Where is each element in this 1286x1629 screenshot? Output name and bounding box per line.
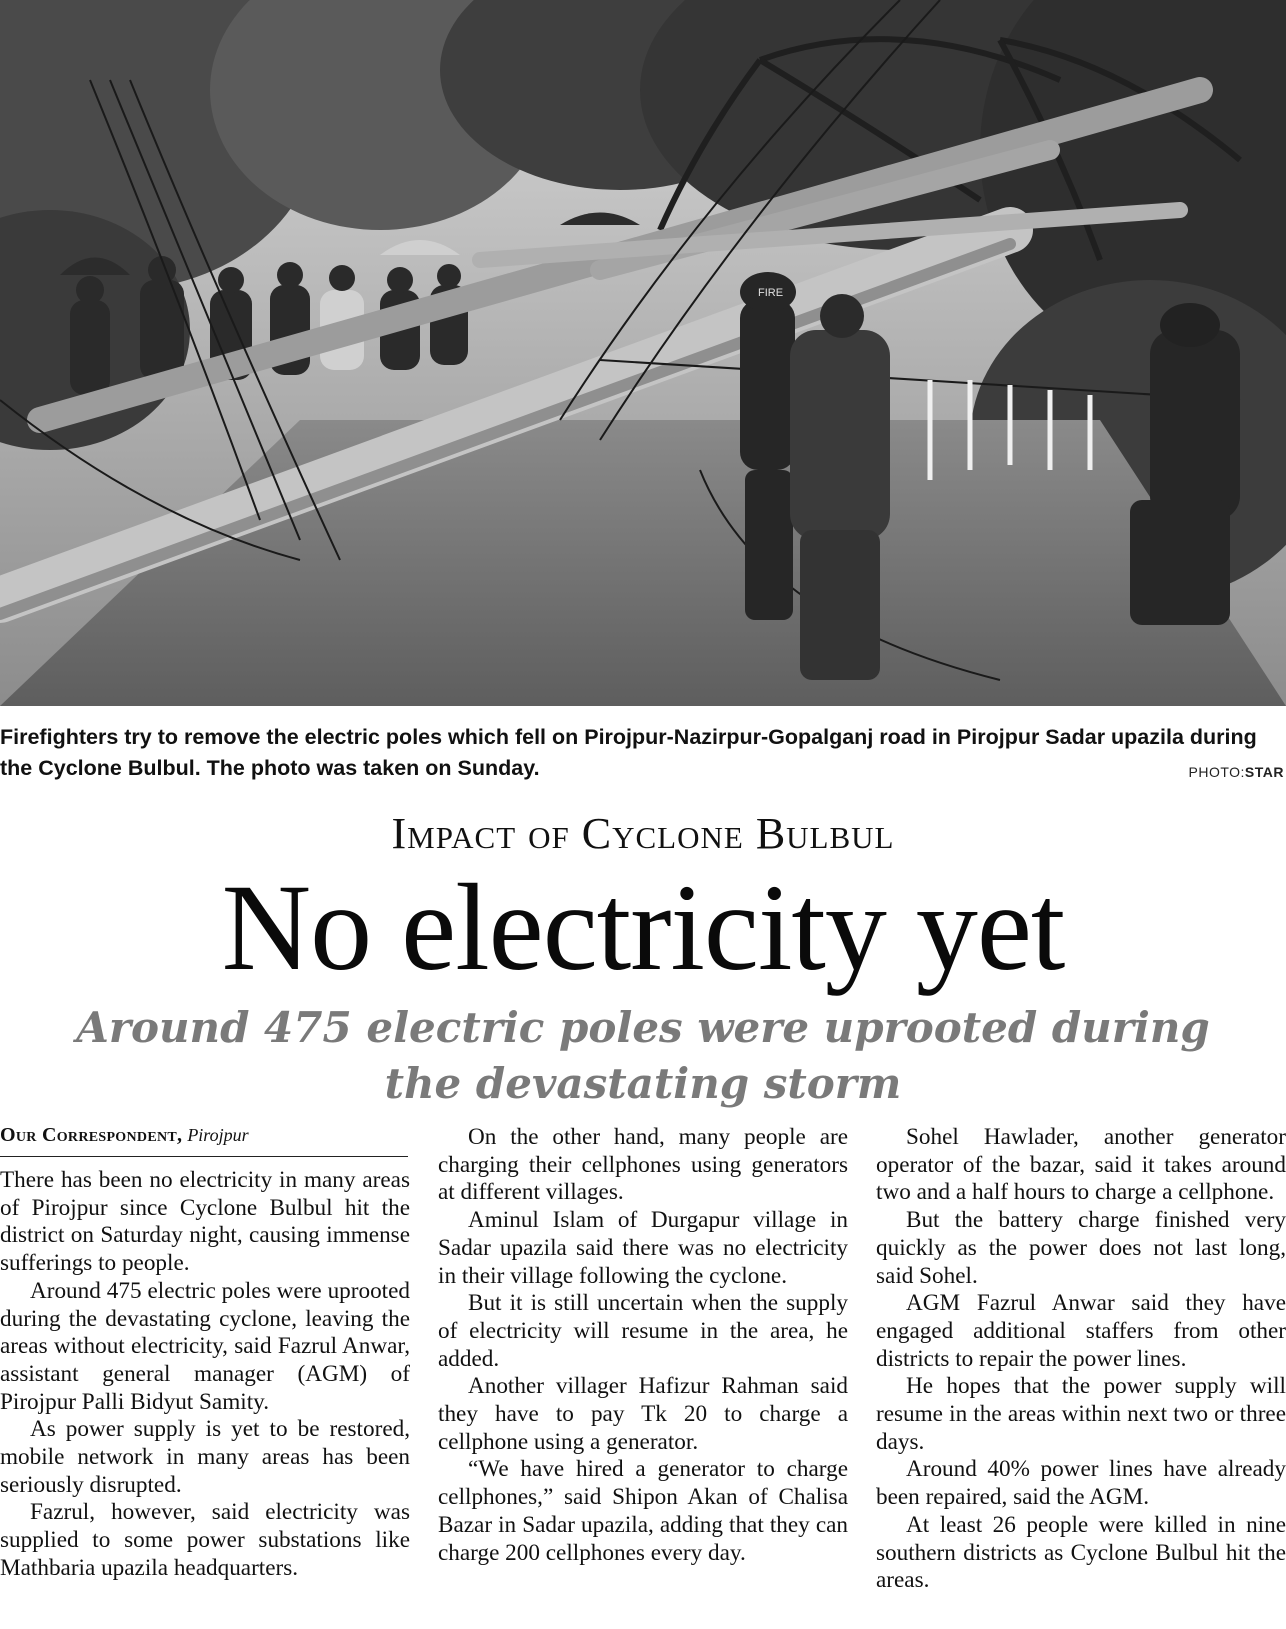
paragraph: There has been no electricity in many areas of Pirojpur since Cyclone Bulbul hit the district on Saturday night, causing immense sufferings to people. [0, 1167, 410, 1277]
paragraph: He hopes that the power supply will resume in the areas within next two or three days. [876, 1373, 1286, 1455]
byline [0, 1124, 408, 1157]
paragraph: “We have hired a generator to charge cellphones,” said Shipon Akan of Chalisa Bazar in Sadar upazila, adding that they can charge 200 cellphones every day. [438, 1456, 848, 1566]
paragraph: But it is still uncertain when the supply of electricity will resume in the area, he added. [438, 1290, 848, 1372]
byline-place: Pirojpur [187, 1125, 249, 1145]
paragraph: Fazrul, however, said electricity was supplied to some power substations like Mathbaria upazila headquarters. [0, 1499, 410, 1581]
photo-credit-prefix: PHOTO: [1188, 764, 1245, 780]
helmet-label: FIRE [758, 287, 784, 299]
cyclone-scene-illustration [0, 0, 1286, 706]
headline: No electricity yet [221, 859, 1065, 996]
kicker: Impact of Cyclone Bulbul [391, 809, 895, 858]
photo-caption: Firefighters try to remove the electric poles which fell on Pirojpur-Nazirpur-Gopalganj road in Pirojpur Sadar upazila during the Cyclone Bulbul. The photo was taken on Sunday. [0, 725, 1257, 780]
paragraph: On the other hand, many people are charging their cellphones using generators at different villages. [438, 1124, 848, 1206]
photo-credit [1189, 764, 1285, 780]
paragraph: Around 475 electric poles were uprooted during the devastating cyclone, leaving the areas without electricity, said Fazrul Anwar, assistant general manager (AGM) of Pirojpur Palli Bidyut Samity. [0, 1277, 410, 1415]
article-column-3 [876, 1124, 1286, 1595]
paragraph: But the battery charge finished very quickly as the power does not last long, said Sohel. [876, 1207, 1286, 1289]
byline-name: Our Correspondent, [0, 1124, 183, 1146]
article-column-2 [438, 1124, 848, 1567]
news-photo [0, 0, 1286, 706]
paragraph: Sohel Hawlader, another generator operator of the bazar, said it takes around two and a half hours to charge a cellphone. [876, 1124, 1286, 1206]
photo-credit-source: STAR [1244, 764, 1284, 780]
paragraph: Around 40% power lines have already been repaired, said the AGM. [876, 1456, 1286, 1511]
paragraph: Aminul Islam of Durgapur village in Sadar upazila said there was no electricity in their village following the cyclone. [438, 1207, 848, 1289]
paragraph: Another villager Hafizur Rahman said they have to pay Tk 20 to charge a cellphone using a generator. [438, 1373, 848, 1455]
deck-subheadline: Around 475 electric poles were uprooted during the devastating storm [76, 1003, 1210, 1108]
paragraph: As power supply is yet to be restored, mobile network in many areas has been seriously disrupted. [0, 1416, 410, 1498]
paragraph: AGM Fazrul Anwar said they have engaged additional staffers from other districts to repair the power lines. [876, 1290, 1286, 1372]
article-column-1 [0, 1167, 410, 1583]
paragraph: At least 26 people were killed in nine southern districts as Cyclone Bulbul hit the areas. [876, 1511, 1286, 1594]
